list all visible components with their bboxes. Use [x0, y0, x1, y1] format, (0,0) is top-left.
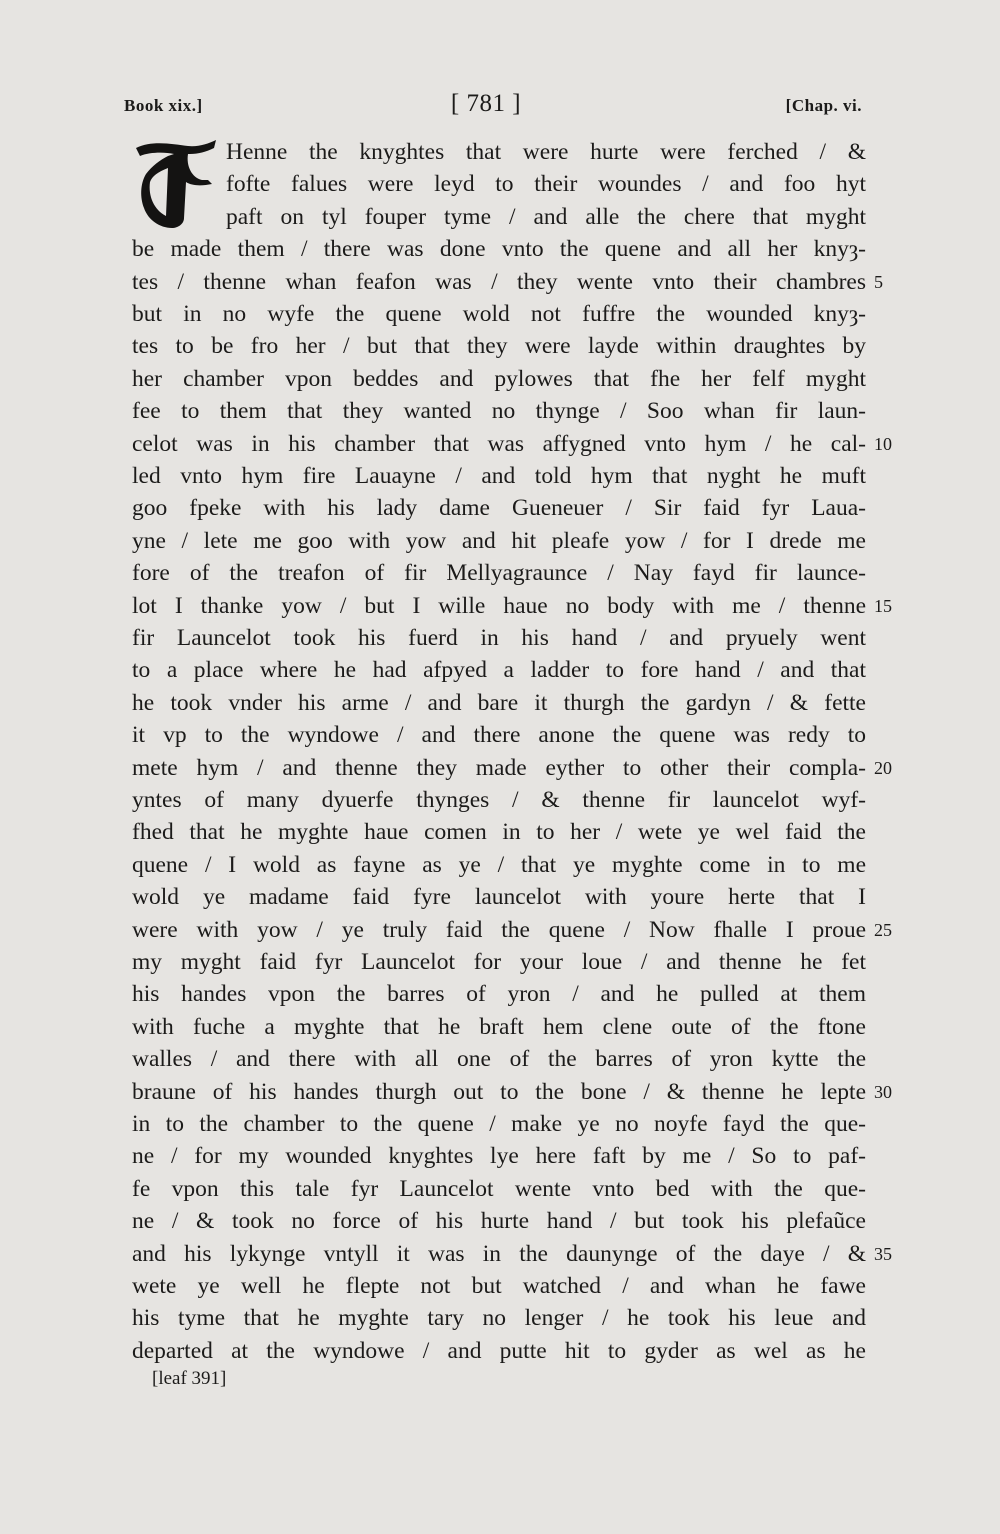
text-line: tes / thenne whan feafon was / they wente vnto their chambres — [132, 268, 866, 295]
text-line: ne / & took no force of his hurte hand / but took his plefaũce — [132, 1208, 866, 1235]
text-line: his handes vpon the barres of yron / and he pulled at them — [132, 981, 866, 1008]
leaf-note: [leaf 391] — [152, 1368, 227, 1389]
line-number: 10 — [874, 433, 892, 454]
line-number: 5 — [874, 271, 883, 292]
text-line: fhed that he myghte haue comen in to her / wete ye wel faid the — [132, 819, 866, 846]
text-line: he took vnder his arme / and bare it thurgh the gardyn / & fette — [132, 689, 866, 716]
text-line: mete hym / and thenne they made eyther to other their compla- — [132, 754, 866, 781]
text-line: led vnto hym fire Lauayne / and told hym that nyght he muft — [132, 463, 866, 489]
text-line: fofte falues were leyd to their woundes / and foo hyt — [226, 171, 866, 198]
page-number: [ 781 ] — [450, 90, 522, 117]
text-line: wete ye well he flepte not but watched / and whan he fawe — [132, 1273, 866, 1299]
text-line: but in no wyfe the quene wold not fuffre the wounded knyȝ- — [132, 301, 866, 327]
text-line: my myght faid fyr Launcelot for your loue / and thenne he fet — [132, 949, 866, 975]
text-line: to a place where he had afpyed a ladder to fore hand / and that — [132, 657, 866, 684]
text-line: and his lykynge vntyll it was in the daunynge of the daye / & — [132, 1240, 866, 1267]
text-line: be made them / there was done vnto the quene and all her knyȝ- — [132, 236, 866, 263]
text-line: paft on tyl fouper tyme / and alle the chere that myght — [226, 203, 866, 230]
text-line: it vp to the wyndowe / and there anone the quene was redy to — [132, 722, 866, 749]
text-line: yntes of many dyuerfe thynges / & thenne fir launcelot wyf- — [132, 787, 866, 813]
text-line: braune of his handes thurgh out to the bone / & thenne he lepte — [132, 1078, 866, 1105]
text-line: tes to be fro her / but that they were layde within draughtes by — [132, 333, 866, 360]
text-line: departed at the wyndowe / and putte hit to gyder as wel as he — [132, 1337, 866, 1364]
text-line: with fuche a myghte that he braft hem clene oute of the ftone — [132, 1013, 866, 1040]
running-head-book: Book xix.] — [124, 96, 203, 115]
text-line: her chamber vpon beddes and pylowes that fhe her felf myght — [132, 365, 866, 392]
text-line: lot I thanke yow / but I wille haue no body with me / thenne — [132, 592, 866, 619]
line-number: 15 — [874, 595, 892, 616]
text-line: fore of the treafon of fir Mellyagraunce / Nay fayd fir launce- — [132, 560, 866, 587]
line-number: 30 — [874, 1081, 892, 1102]
running-head-chapter: [Chap. vi. — [785, 96, 862, 115]
text-line: wold ye madame faid fyre launcelot with youre herte that I — [132, 884, 866, 911]
line-number: 25 — [874, 919, 892, 940]
line-number: 35 — [874, 1243, 892, 1264]
text-line: fir Launcelot took his fuerd in his hand / and pryuely went — [132, 625, 866, 651]
line-number: 20 — [874, 757, 892, 778]
text-line: Henne the knyghtes that were hurte were ferched / & — [226, 139, 866, 165]
text-line: goo fpeke with his lady dame Gueneuer / Sir faid fyr Laua- — [132, 495, 866, 522]
text-line: celot was in his chamber that was affygned vnto hym / he cal- — [132, 430, 866, 457]
drop-cap-T-icon — [132, 138, 218, 230]
text-line: fe vpon this tale fyr Launcelot wente vnto bed with the que- — [132, 1175, 866, 1202]
text-line: quene / I wold as fayne as ye / that ye myghte come in to me — [132, 851, 866, 878]
text-line: in to the chamber to the quene / make ye no noyfe fayd the que- — [132, 1111, 866, 1137]
text-line: walles / and there with all one of the barres of yron kytte the — [132, 1046, 866, 1073]
text-line: fee to them that they wanted no thynge / Soo whan fir laun- — [132, 398, 866, 425]
text-line: were with yow / ye truly faid the quene / Now fhalle I proue — [132, 916, 866, 943]
text-line: his tyme that he myghte tary no lenger / he took his leue and — [132, 1305, 866, 1332]
text-line: ne / for my wounded knyghtes lye here faft by me / So to paf- — [132, 1143, 866, 1170]
text-line: yne / lete me goo with yow and hit pleafe yow / for I drede me — [132, 527, 866, 554]
